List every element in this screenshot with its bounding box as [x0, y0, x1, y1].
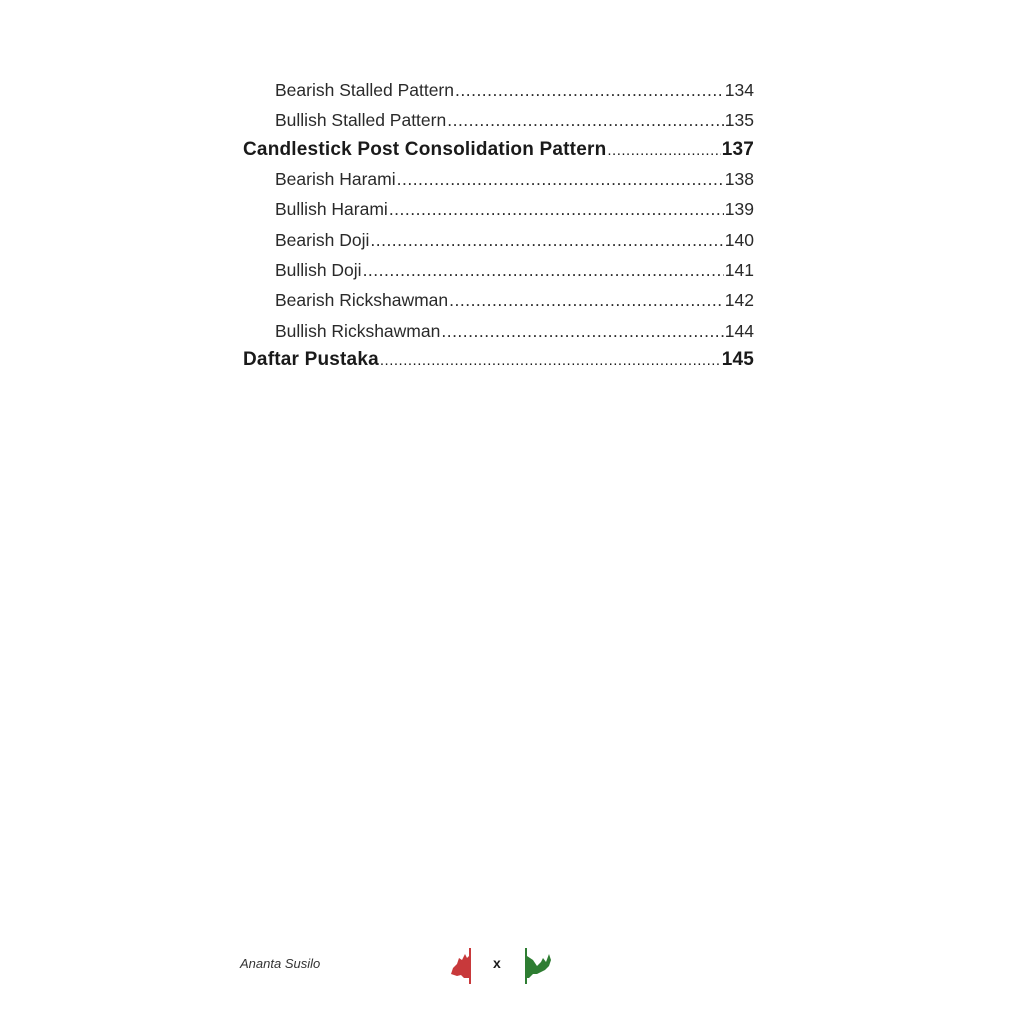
toc-entry[interactable] [243, 285, 754, 315]
toc-entry[interactable] [243, 105, 754, 135]
toc-dot-leader [380, 347, 721, 374]
logo-separator: x [493, 955, 501, 971]
toc-entry-title: Bullish Doji [275, 259, 362, 280]
toc-entry-title: Bearish Rickshawman [275, 290, 449, 311]
toc-entry[interactable] [243, 164, 754, 194]
toc-chapter[interactable] [243, 136, 754, 164]
toc-entry-page: 142 [724, 290, 754, 311]
toc-entry-page: 141 [724, 259, 754, 280]
toc-chapter-page: 137 [721, 138, 754, 160]
toc-chapter-title: Daftar Pustaka [243, 349, 379, 371]
toc-dot-leader [389, 194, 724, 224]
toc-entry-page: 134 [724, 80, 754, 100]
bear-icon [451, 948, 471, 984]
toc-chapter-page: 145 [721, 349, 754, 371]
toc-dot-leader [363, 255, 724, 285]
toc-entry[interactable] [243, 316, 754, 346]
toc-dot-leader [397, 164, 724, 194]
toc-entry[interactable] [243, 194, 754, 224]
toc-entry-title: Bullish Harami [275, 199, 388, 220]
toc-chapter-title: Candlestick Post Consolidation Pattern [243, 138, 607, 160]
toc-dot-leader [447, 105, 724, 135]
toc-entry[interactable] [243, 225, 754, 255]
bear-bull-logo-graphic [445, 944, 557, 986]
toc-entry[interactable] [243, 75, 754, 105]
toc-dot-leader [449, 285, 724, 315]
toc-entry-page: 139 [724, 199, 754, 220]
toc-entry-title: Bullish Rickshawman [275, 320, 441, 341]
toc-entry-title: Bearish Stalled Pattern [275, 80, 454, 100]
toc-entry-page: 144 [724, 320, 754, 341]
toc-entry[interactable] [243, 255, 754, 285]
toc-dot-leader [370, 225, 723, 255]
toc-entry-page: 140 [724, 229, 754, 250]
toc-chapter[interactable] [243, 346, 754, 374]
table-of-contents [243, 75, 754, 374]
toc-entry-title: Bearish Harami [275, 168, 396, 189]
footer-author: Ananta Susilo [240, 956, 321, 971]
bear-bull-logo [445, 944, 557, 986]
toc-dot-leader [441, 316, 723, 346]
toc-entry-title: Bearish Doji [275, 229, 370, 250]
toc-dot-leader [455, 75, 724, 105]
toc-entry-page: 135 [724, 110, 754, 131]
toc-entry-page: 138 [724, 168, 754, 189]
bull-icon [525, 948, 551, 984]
toc-dot-leader [607, 137, 720, 164]
toc-entry-title: Bullish Stalled Pattern [275, 110, 447, 131]
